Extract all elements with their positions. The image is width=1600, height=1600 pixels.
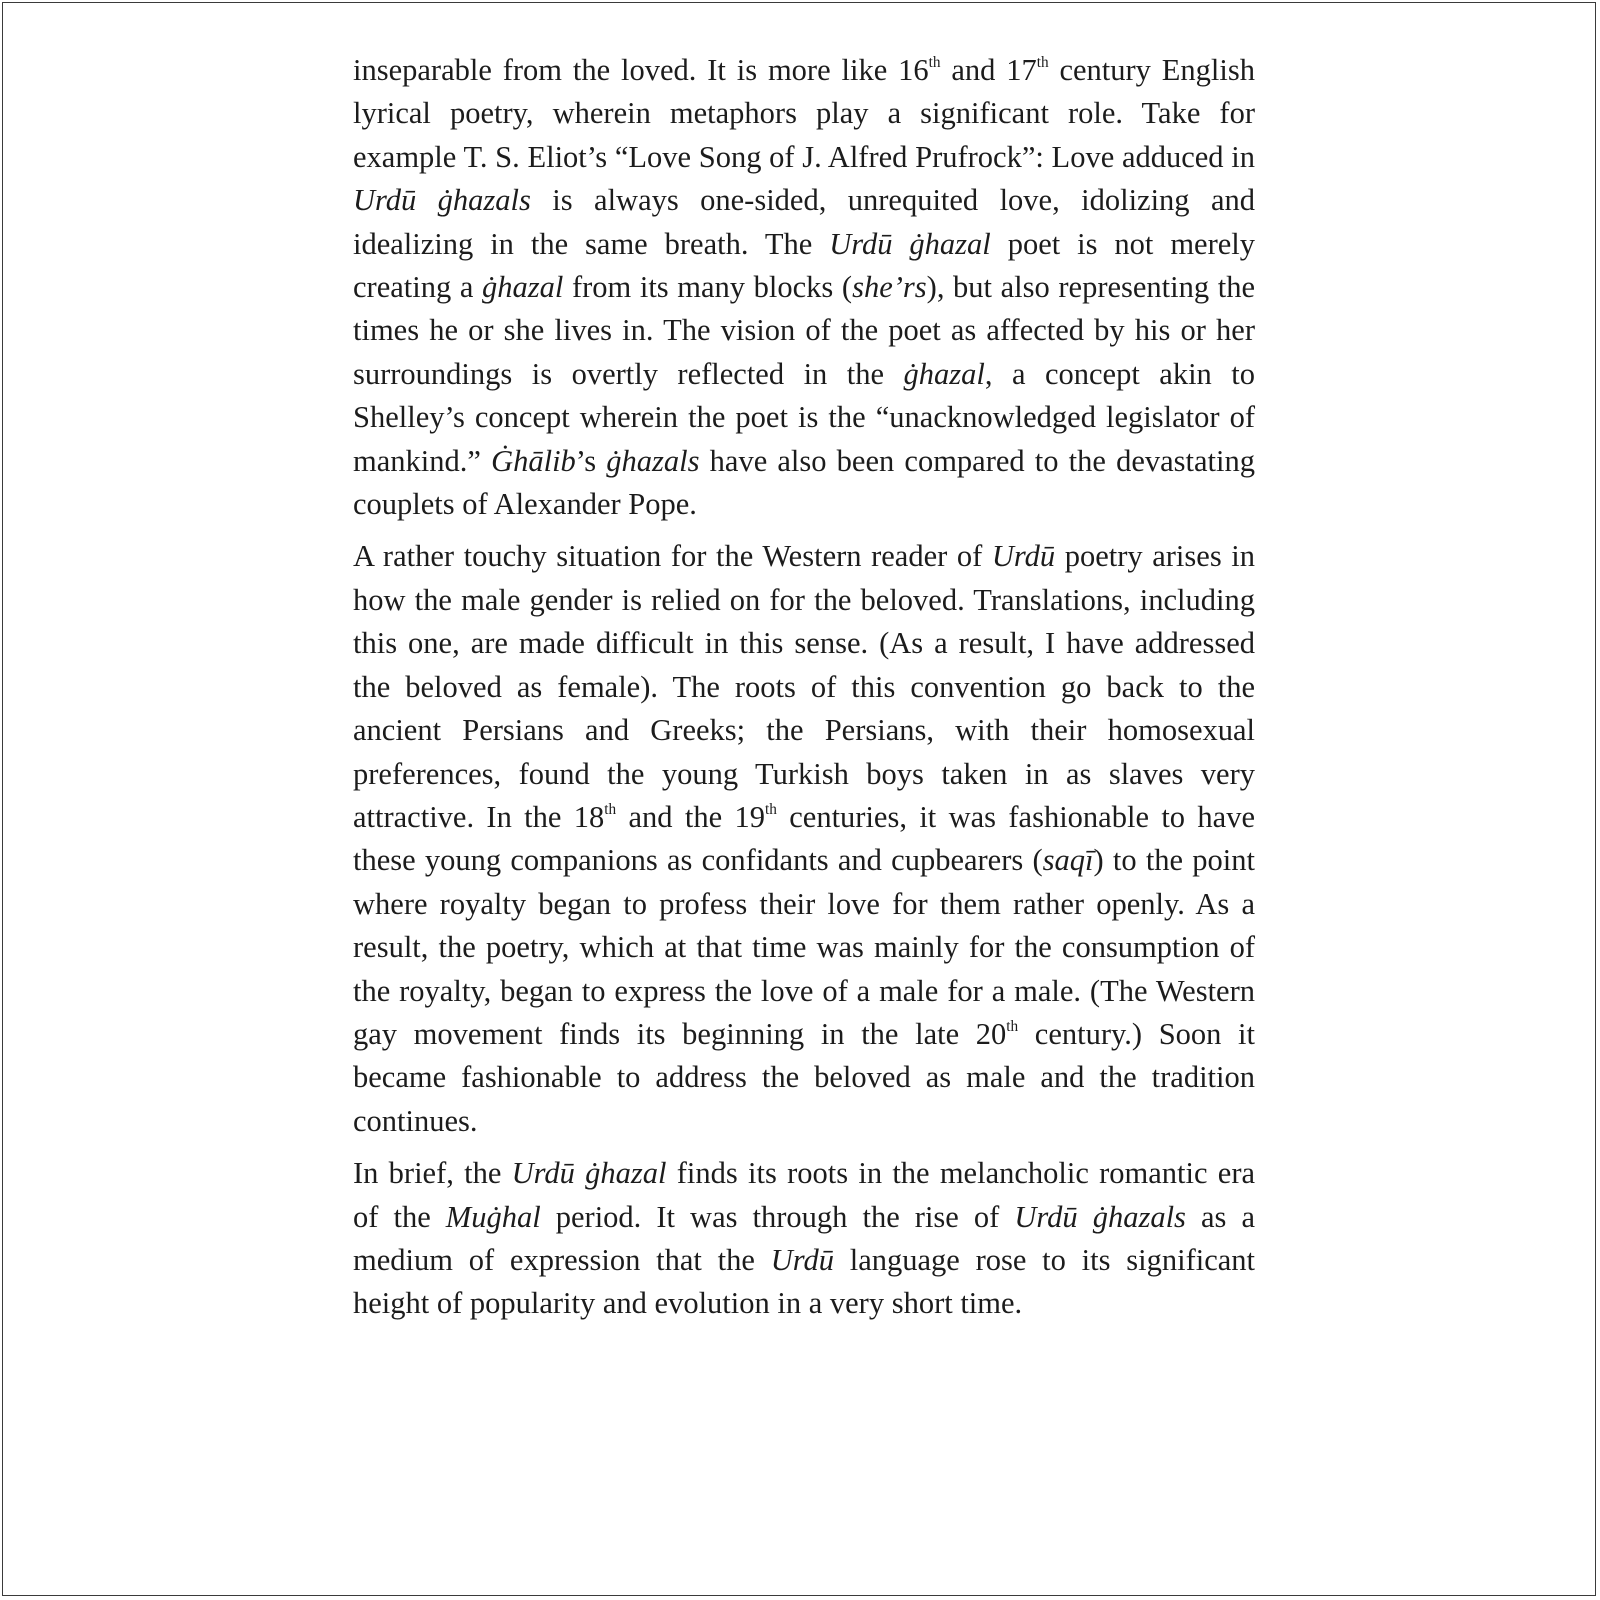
text-run: and 17 xyxy=(940,53,1037,87)
text-run: inseparable from the loved. It is more like 16 xyxy=(353,53,929,87)
paragraph xyxy=(353,1152,1255,1326)
page xyxy=(2,2,1596,1596)
ordinal-suffix: th xyxy=(604,800,617,818)
ordinal-suffix: th xyxy=(1036,54,1049,72)
text-run: , a concept akin to Shelley’s concept wherein the poet is the “unacknowledged legislator of mankind.” xyxy=(353,356,1255,478)
italic-term: Urdū ġhazals xyxy=(353,183,531,218)
text-run: centuries, it was fashionable to have these young companions as confidants and cupbearers ( xyxy=(353,799,1255,878)
italic-term: Urdū ġhazal xyxy=(829,226,991,261)
ordinal-suffix: th xyxy=(928,54,941,72)
text-run: language rose to its significant height of popularity and evolution in a very short time. xyxy=(353,1242,1256,1321)
text-run: is always one-sided, unrequited love, idolizing and idealizing in the same breath. The xyxy=(353,183,1255,261)
text-run: poetry arises in how the male gender is relied on for the beloved. Translations, including this one, are made difficult in this sense. (As a result, I have addressed the beloved as female). The roots of this convention go back to the ancient Persians and Greeks; the Persians, with their homosexual preferences, found the young Turkish boys taken in as slaves very attractive. In the 18 xyxy=(353,539,1256,834)
text-run: ’s xyxy=(575,443,607,478)
italic-term: Urdū ġhazals xyxy=(1014,1199,1186,1234)
body-text xyxy=(353,49,1255,1326)
italic-term: Urdū xyxy=(770,1242,834,1277)
ordinal-suffix: th xyxy=(765,800,777,818)
text-run: A rather touchy situation for the Western reader of xyxy=(353,539,992,574)
paragraph xyxy=(353,535,1255,1143)
paragraph xyxy=(353,49,1255,526)
italic-term: ġhazal xyxy=(903,356,985,391)
text-run: century English lyrical poetry, wherein metaphors play a significant role. Take for example T. S. Eliot’s “Love Song of J. Alfred Prufrock”: Love adduced in xyxy=(353,53,1255,174)
text-run: poet is not merely creating a xyxy=(353,226,1256,305)
italic-term: Ġhālib xyxy=(491,443,576,478)
text-run: finds its roots in the melancholic romantic era of the xyxy=(353,1156,1256,1234)
text-run: and the 19 xyxy=(616,799,766,834)
text-run: from its many blocks ( xyxy=(563,270,853,305)
text-run: as a medium of expression that the xyxy=(353,1199,1255,1277)
italic-term: she’rs xyxy=(852,270,927,305)
italic-term: Muġhal xyxy=(445,1199,541,1234)
text-run: ), but also representing the times he or she lives in. The vision of the poet as affected by his or her surroundings is overtly reflected in the xyxy=(353,270,1256,391)
italic-term: ġhazals xyxy=(606,443,700,478)
text-run: have also been compared to the devastating couplets of Alexander Pope. xyxy=(353,443,1255,522)
text-run: century.) Soon it became fashionable to address the beloved as male and the tradition continues. xyxy=(353,1016,1255,1138)
text-run: period. It was through the rise of xyxy=(540,1199,1015,1234)
italic-term: saqī xyxy=(1042,843,1094,878)
text-run: In brief, the xyxy=(353,1156,512,1191)
italic-term: Urdū ġhazal xyxy=(511,1156,667,1191)
text-run: ) to the point where royalty began to profess their love for them rather openly. As a result, the poetry, which at that time was mainly for the consumption of the royalty, began to express the love of a male for a male. (The Western gay movement finds its beginning in the late 20 xyxy=(353,843,1256,1051)
italic-term: Urdū xyxy=(991,539,1056,574)
ordinal-suffix: th xyxy=(1006,1017,1019,1035)
italic-term: ġhazal xyxy=(482,270,564,305)
